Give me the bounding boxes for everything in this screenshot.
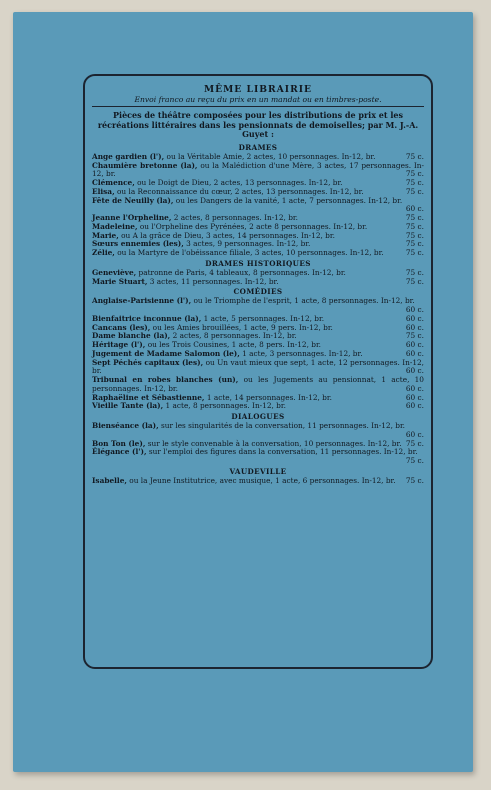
entry-price: 75 c. [405,248,424,258]
entry-title: Sœurs ennemies (les), [92,239,184,249]
catalog-entry [92,448,424,466]
entry-price: 75 c. [405,276,424,286]
entry-description: ou l'Orpheline des Pyrénées, 2 acte 8 personnages. In-12, br. [139,221,368,231]
entry-price: 60 c. [405,366,424,376]
entry-title: Clémence, [92,178,135,188]
entry-price: 75 c. [405,230,424,240]
entry-description: 2 actes, 8 personnages. In-12, br. [173,213,298,223]
catalog-entry [92,162,424,180]
shipping-note: Envoi franco au reçu du prix en un mandat ou en timbres-poste. [134,95,382,104]
catalog-entry [92,376,424,394]
entry-description: 2 actes, 8 personnages. In-12, br. [172,331,297,341]
entry-description: ou les Trois Cousines, 1 acte, 8 pers. In-12, br. [147,340,321,350]
entry-price: 75 c. [405,186,424,196]
entry-description: ou la Jeune Institutrice, avec musique, 1 acte, 6 personnages. In-12, br. [129,475,396,485]
entry-price: 75 c. [405,213,424,223]
entry-title: Dame blanche (la), [92,331,171,341]
entry-price: 60 c. [405,313,424,323]
entry-description: 1 acte, 8 personnages. In-12, br. [165,401,286,411]
entry-description: 1 acte, 5 personnages. In-12, br. [203,313,325,323]
entry-title: Tribunal en robes blanches (un), [92,375,239,385]
entry-price: 75 c. [405,475,424,485]
catalog-entry [92,297,424,315]
entry-description: 1 acte, 14 personnages. In-12, br. [206,392,332,402]
entry-description: ou A la grâce de Dieu, 3 actes, 14 personnages. In-12, br. [121,230,335,240]
entry-price: 75 c. [405,169,424,179]
entry-price: 60 c. [405,322,424,332]
entry-description: ou les Dangers de la vanité, 1 acte, 7 personnages. In-12, br. [175,195,403,205]
section-heading: VAUDEVILLE [229,466,287,476]
entry-description: ou la Martyre de l'obéissance filiale, 3 actes, 10 personnages. In-12, br. [117,248,384,258]
pamphlet-cover [13,12,473,772]
entry-title: Sept Péchés capitaux (les), [92,357,204,367]
entry-title: Fête de Neuilly (la), [92,195,174,205]
entry-description: sur le style convenable à la conversation, 10 personnages. In-12, br. [147,438,402,448]
entry-description: ou la Malédiction d'une Mère, 3 actes, 17 personnages. In-12, br. [92,160,424,179]
entry-title: Vieille Tante (la), [92,401,164,411]
catalog-entry [92,477,424,486]
entry-description: 3 actes, 9 personnages. In-12, br. [186,239,311,249]
entry-title: Raphaëline et Sébastienne, [92,392,205,402]
entry-price: 60 c. [405,383,424,393]
entry-price: 60 c. [405,348,424,358]
catalog-sections [92,143,424,486]
entry-price: 75 c. [405,221,424,231]
entry-title: Cancans (les), [92,322,151,332]
entry-title: Ange gardien (l'), [92,151,165,161]
entry-price: 60 c. [405,305,424,315]
entry-description: ou les Jugements au pensionnat, 1 acte, 10 personnages. In-12, br. [92,375,424,393]
section-heading: DRAMES [238,142,278,152]
section-heading: COMÉDIES [233,287,283,297]
divider [92,106,424,107]
catalog-entry [92,278,424,287]
entry-title: Jugement de Madame Salomon (le), [92,348,240,358]
entry-price: 75 c. [405,267,424,277]
entry-title: Chaumière bretonne (la), [92,160,198,170]
catalog-intro: Pièces de théâtre composées pour les distributions de prix et les récréations littéraires dans les pensionnats de demoiselles; par M. J.-A. Guyet : [97,110,419,140]
catalog-frame [83,74,433,669]
entry-description: 3 actes, 11 personnages. In-12, br. [149,276,279,286]
entry-title: Elisa, [92,186,115,196]
entry-title: Isabelle, [92,475,127,485]
catalog-entry [92,402,424,411]
entry-price: 75 c. [405,438,424,448]
entry-title: Marie Stuart, [92,276,148,286]
entry-price: 60 c. [405,401,424,411]
entry-title: Élégance (l'), [92,447,147,457]
entry-description: patronne de Paris, 4 tableaux, 8 personnages. In-12, br. [138,267,346,277]
entry-title: Madeleine, [92,221,138,231]
entry-description: ou la Véritable Amie, 2 actes, 10 personnages. In-12, br. [166,151,376,161]
entry-description: ou Un vaut mieux que sept, 1 acte, 12 personnages. In-12, br. [92,357,424,376]
entry-title: Anglaise-Parisienne (l'), [92,296,192,306]
section-heading: DIALOGUES [231,412,285,422]
catalog-entry [92,197,424,215]
entry-description: 1 acte, 3 personnages. In-12, br. [242,348,363,358]
entry-title: Bienfaitrice inconnue (la), [92,313,202,323]
section-heading: DRAMES HISTORIQUES [205,258,311,268]
catalog-entry [92,359,424,377]
catalog-entry [92,422,424,440]
entry-price: 75 c. [405,331,424,341]
entry-description: ou le Triomphe de l'esprit, 1 acte, 8 personnages. In-12, br. [193,296,415,306]
entry-description: ou le Doigt de Dieu, 2 actes, 13 personnages. In-12, br. [137,178,343,188]
entry-description: sur les singularités de la conversation, 11 personnages. In-12, br. [161,421,406,431]
entry-description: ou les Amies brouillées, 1 acte, 9 pers. In-12, br. [152,322,333,332]
entry-price: 60 c. [405,392,424,402]
entry-title: Marie, [92,230,119,240]
entry-price: 60 c. [405,429,424,439]
entry-title: Geneviève, [92,267,137,277]
entry-title: Bienséance (la), [92,421,159,431]
catalog-entry [92,249,424,258]
entry-price: 60 c. [405,204,424,214]
entry-price: 75 c. [405,178,424,188]
page-title: MÊME LIBRAIRIE [203,84,313,95]
entry-price: 75 c. [405,456,424,466]
entry-title: Zélie, [92,248,115,258]
entry-title: Jeanne l'Orpheline, [92,213,172,223]
entry-price: 75 c. [405,151,424,161]
entry-description: ou la Reconnaissance du cœur, 2 actes, 13 personnages. In-12, br. [116,186,364,196]
entry-title: Héritage (l'), [92,340,146,350]
entry-description: sur l'emploi des figures dans la conversation, 11 personnages. In-12, br. [148,447,418,457]
entry-price: 60 c. [405,340,424,350]
entry-title: Bon Ton (le), [92,438,146,448]
entry-price: 75 c. [405,239,424,249]
